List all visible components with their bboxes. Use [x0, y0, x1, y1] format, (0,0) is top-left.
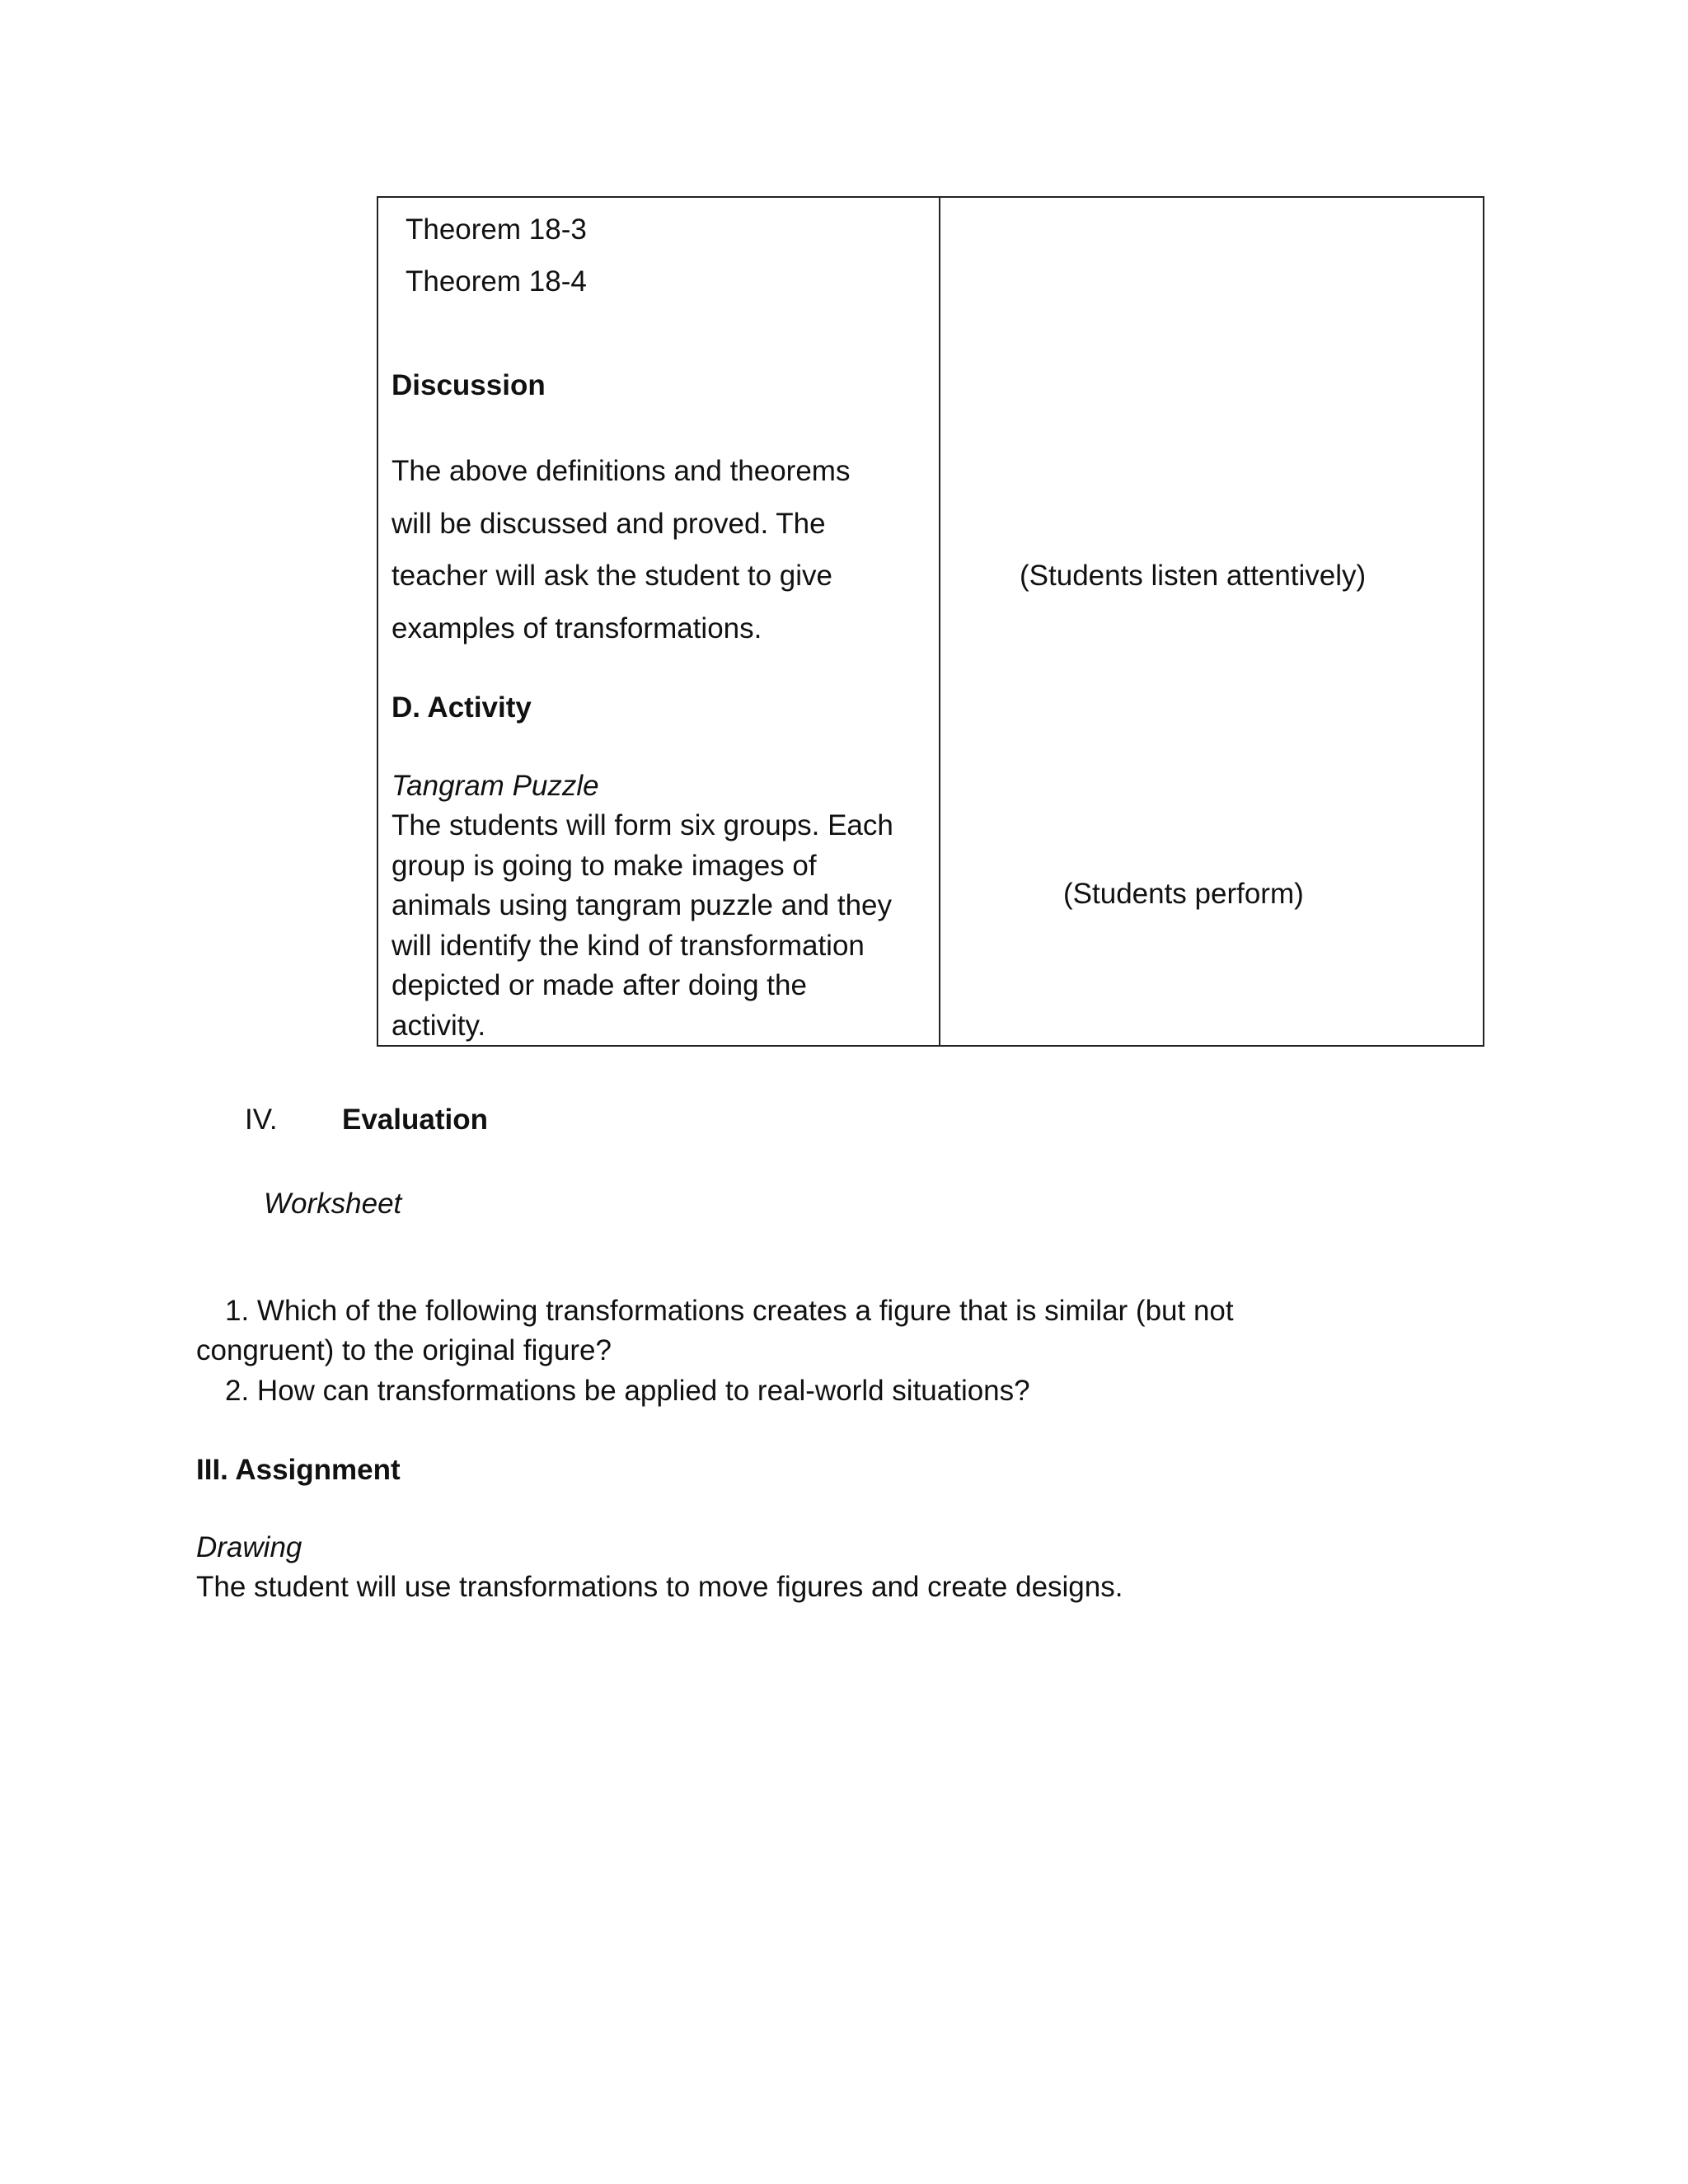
activity-title: Tangram Puzzle [392, 770, 599, 802]
question-1-line-2: congruent) to the original figure? [196, 1334, 612, 1366]
theorem-18-4: Theorem 18-4 [406, 265, 587, 298]
activity-paragraph [392, 806, 893, 1046]
activity-line: animals using tangram puzzle and they [392, 889, 893, 921]
question-2: 2. How can transformations be applied to real-world situations? [225, 1375, 1030, 1407]
activity-line: depicted or made after doing the [392, 969, 807, 1001]
evaluation-heading: Evaluation [342, 1104, 488, 1136]
evaluation-numeral: IV. [245, 1104, 278, 1136]
activity-heading: D. Activity [392, 691, 532, 724]
activity-line: group is going to make images of [392, 849, 817, 882]
discussion-line: examples of transformations. [392, 612, 762, 644]
table-column-divider [939, 198, 940, 1045]
question-1-line-1: 1. Which of the following transformations creates a figure that is similar (but not [225, 1295, 1234, 1327]
theorem-18-3: Theorem 18-3 [406, 213, 587, 246]
discussion-line: teacher will ask the student to give [392, 560, 833, 592]
drawing-subheading: Drawing [196, 1531, 302, 1563]
student-response-perform: (Students perform) [1063, 878, 1304, 910]
activity-line: activity. [392, 1009, 486, 1042]
activity-line: The students will form six groups. Each [392, 809, 893, 841]
activity-line: will identify the kind of transformation [392, 929, 865, 962]
discussion-line: will be discussed and proved. The [392, 507, 826, 540]
assignment-heading: III. Assignment [196, 1454, 401, 1486]
discussion-paragraph [392, 445, 850, 654]
worksheet-subheading: Worksheet [264, 1188, 402, 1220]
assignment-text: The student will use transformations to move figures and create designs. [196, 1571, 1123, 1603]
discussion-line: The above definitions and theorems [392, 455, 851, 487]
discussion-heading: Discussion [392, 369, 546, 401]
student-response-listen: (Students listen attentively) [1020, 560, 1367, 592]
